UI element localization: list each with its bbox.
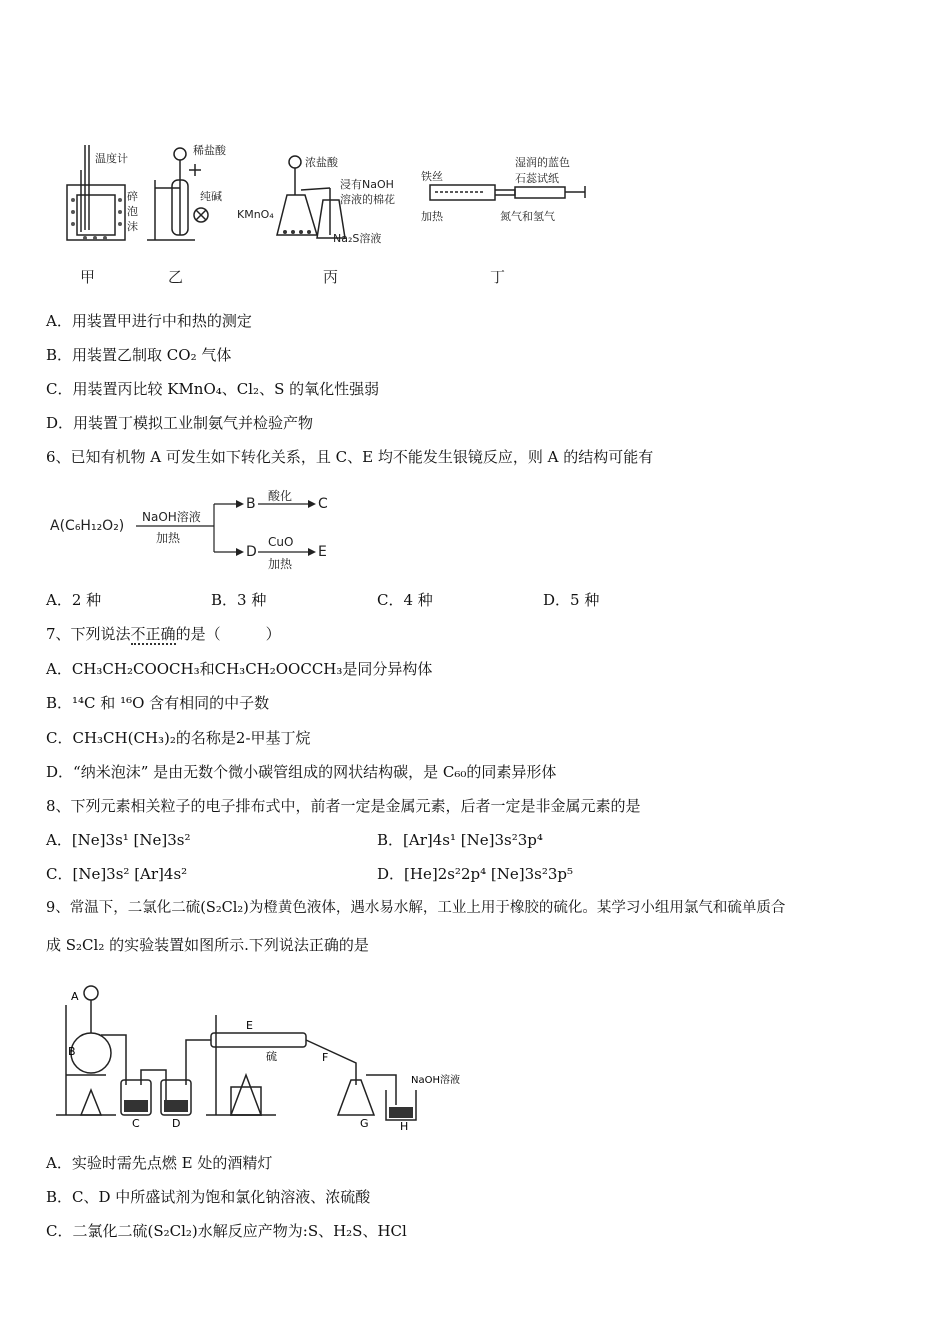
q5-option-c: C．用装置丙比较 KMnO₄、Cl₂、S 的氧化性强弱 — [46, 380, 380, 398]
q6-option-d: D．5 种 — [543, 591, 600, 609]
scheme-e: E — [318, 544, 327, 560]
scheme-d: D — [246, 544, 257, 560]
caption-yi: 乙 — [168, 268, 184, 286]
label-naoh-cotton-1: 浸有NaOH — [340, 178, 394, 191]
q7-option-c: C．CH₃CH(CH₃)₂的名称是2-甲基丁烷 — [46, 729, 311, 747]
scheme-cond-top: NaOH溶液 — [142, 510, 201, 524]
q6-reaction-scheme — [46, 486, 336, 571]
q8-option-a: A．[Ne]3s¹ [Ne]3s² — [46, 831, 191, 849]
q6-option-c: C．4 种 — [377, 591, 433, 609]
q8-option-d: D．[He]2s²2p⁴ [Ne]3s²3p⁵ — [377, 865, 573, 883]
label-kmno4: KMnO₄ — [237, 208, 274, 221]
fig-label-a: A — [71, 990, 79, 1003]
fig-label-c: C — [132, 1117, 140, 1130]
label-heating: 加热 — [421, 210, 443, 223]
label-foam-2: 泡 — [127, 205, 138, 218]
fig-label-d: D — [172, 1117, 181, 1130]
fig-label-e: E — [246, 1019, 253, 1032]
q8-option-b: B．[Ar]4s¹ [Ne]3s²3p⁴ — [377, 831, 543, 849]
fig-label-g: G — [360, 1117, 369, 1130]
q8-stem: 8、下列元素相关粒子的电子排布式中，前者一定是金属元素，后者一定是非金属元素的是 — [46, 797, 641, 815]
label-foam-3: 沫 — [127, 220, 138, 233]
q9-stem-line1: 9、常温下，二氯化二硫(S₂Cl₂)为橙黄色液体，遇水易水解，工业上用于橡胶的硫化。某学习小组用氯气和硫单质合 — [46, 900, 786, 916]
q6-option-b: B．3 种 — [211, 591, 267, 609]
q7-option-a: A．CH₃CH₂COOCH₃和CH₃CH₂OOCCH₃是同分异构体 — [46, 660, 433, 678]
q9-option-c: C．二氯化二硫(S₂Cl₂)水解反应产物为:S、H₂S、HCl — [46, 1222, 407, 1240]
q7-stem-post: 的是（ ） — [175, 625, 281, 643]
caption-ding: 丁 — [490, 268, 506, 286]
q9-apparatus-drawing — [46, 975, 476, 1135]
scheme-acidify: 酸化 — [268, 489, 293, 503]
label-n2-h2: 氮气和氢气 — [500, 210, 555, 223]
label-thermometer: 温度计 — [95, 152, 128, 165]
q7-stem — [46, 624, 281, 644]
q9-stem-line2: 成 S₂Cl₂ 的实验装置如图所示.下列说法正确的是 — [46, 936, 369, 954]
q9-apparatus-figure — [46, 975, 476, 1135]
q5-option-d: D．用装置丁模拟工业制氨气并检验产物 — [46, 414, 314, 432]
q7-stem-emphasis: 不正确 — [130, 625, 176, 643]
q9-option-a: A．实验时需先点燃 E 处的酒精灯 — [46, 1154, 273, 1172]
label-litmus-2: 石蕊试纸 — [515, 172, 559, 185]
label-iron-wire: 铁丝 — [421, 170, 443, 183]
scheme-b: B — [246, 496, 256, 512]
label-litmus-1: 湿润的蓝色 — [515, 156, 570, 169]
fig-label-sulfur: 硫 — [266, 1050, 277, 1063]
scheme-c: C — [318, 496, 328, 512]
scheme-cuo: CuO — [268, 535, 294, 549]
q5-option-a: A．用装置甲进行中和热的测定 — [46, 312, 252, 330]
q8-option-c: C．[Ne]3s² [Ar]4s² — [46, 865, 188, 883]
label-na2s: Na₂S溶液 — [333, 232, 382, 245]
q7-option-d: D．“纳米泡沫” 是由无数个微小碳管组成的网状结构碳，是 C₆₀的同素异形体 — [46, 763, 557, 781]
scheme-cond-bottom: 加热 — [156, 531, 181, 545]
scheme-reactant: A(C₆H₁₂O₂) — [50, 518, 125, 534]
q6-option-a: A．2 种 — [46, 591, 102, 609]
q5-option-b: B．用装置乙制取 CO₂ 气体 — [46, 346, 232, 364]
fig-label-f: F — [322, 1051, 329, 1064]
caption-jia: 甲 — [80, 268, 96, 286]
apparatus-figure — [55, 140, 615, 260]
q7-stem-pre: 7、下列说法 — [46, 625, 131, 643]
label-dilute-hcl: 稀盐酸 — [193, 144, 226, 157]
fig-label-naoh: NaOH溶液 — [411, 1075, 460, 1086]
label-conc-hcl: 浓盐酸 — [305, 156, 338, 169]
fig-label-b: B — [68, 1045, 76, 1058]
q9-option-b: B．C、D 中所盛试剂为饱和氯化钠溶液、浓硫酸 — [46, 1188, 371, 1206]
label-soda: 纯碱 — [200, 190, 222, 203]
caption-bing: 丙 — [323, 268, 339, 286]
q7-option-b: B．¹⁴C 和 ¹⁶O 含有相同的中子数 — [46, 694, 270, 712]
q6-stem: 6、已知有机物 A 可发生如下转化关系，且 C、E 均不能发生银镜反应，则 A 的结构可能有 — [46, 448, 654, 466]
fig-label-h: H — [400, 1120, 409, 1133]
label-foam-1: 碎 — [127, 190, 138, 203]
label-naoh-cotton-2: 溶液的棉花 — [340, 193, 395, 206]
scheme-heat2: 加热 — [268, 557, 293, 571]
